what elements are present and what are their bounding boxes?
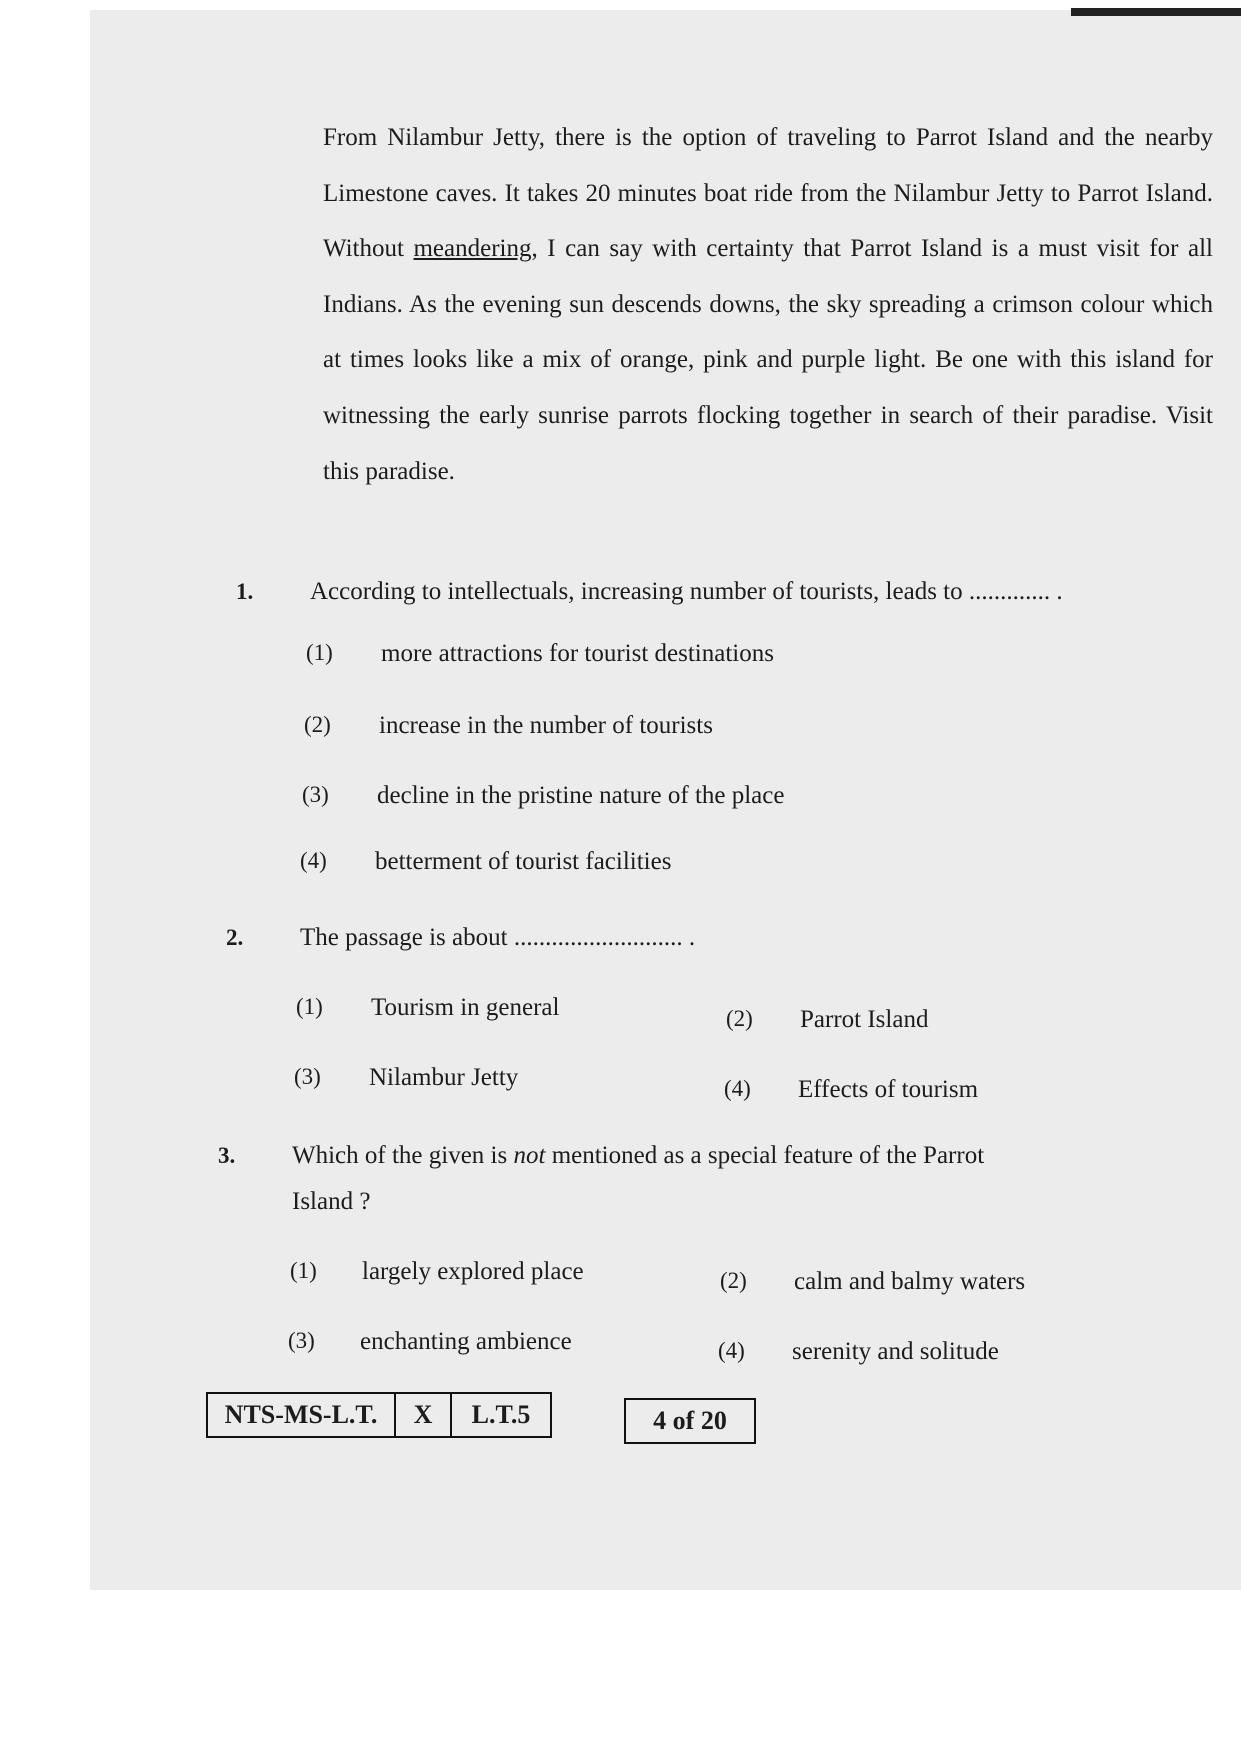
option-number: (3) (294, 1064, 321, 1089)
option-number: (4) (300, 848, 327, 873)
option-text: betterment of tourist facilities (375, 848, 672, 875)
set-code: L.T.5 (450, 1394, 550, 1436)
question-number: 3. (218, 1143, 236, 1168)
question-text: Which of the given is not mentioned as a special feature of the Parrot (292, 1142, 985, 1169)
option-number: (2) (720, 1268, 747, 1293)
option-text: Effects of tourism (798, 1076, 979, 1103)
option-number: (4) (718, 1338, 745, 1363)
option-text: more attractions for tourist destinations (381, 640, 774, 667)
option-number: (4) (724, 1076, 751, 1101)
option-number: (1) (296, 994, 323, 1019)
option-text: calm and balmy waters (794, 1268, 1026, 1295)
option-number: (1) (290, 1258, 317, 1283)
passage-text-part-1: From Nilambur Jetty, there is the option of traveling to Parrot Island and the nearby Limestone caves. It takes 20 minutes boat ride from the Nilambur Jetty to Parrot Island. Without (323, 124, 1213, 263)
option-number: (1) (306, 640, 333, 665)
option-number: (2) (726, 1006, 753, 1031)
emphasized-word: not (513, 1142, 546, 1169)
option-text: increase in the number of tourists (379, 712, 713, 739)
question-text: The passage is about ........................... . (300, 924, 696, 951)
option-text: Tourism in general (371, 994, 560, 1021)
option-text: largely explored place (362, 1258, 584, 1285)
option-text: enchanting ambience (360, 1328, 572, 1355)
option-number: (2) (304, 712, 331, 737)
option-number: (3) (288, 1328, 315, 1353)
question-text: According to intellectuals, increasing number of tourists, leads to ............. . (310, 578, 1063, 605)
page-number: 4 of 20 (624, 1398, 756, 1444)
passage-text-part-2: , I can say with certainty that Parrot Island is a must visit for all Indians. As the evening sun descends downs, the sky spreading a crimson colour which at times looks like a mix of orange, pink and purple light. Be one with this island for witnessing the early sunrise parrots flocking together in search of their paradise. Visit this paradise. (323, 235, 1213, 485)
reading-passage (323, 110, 1213, 499)
question-number: 1. (236, 579, 254, 604)
paper-code: NTS-MS-L.T. (224, 1400, 378, 1429)
scan-edge-mark (1071, 8, 1241, 16)
option-text: serenity and solitude (792, 1338, 999, 1365)
option-text: Nilambur Jetty (369, 1064, 519, 1091)
question-number: 2. (226, 925, 244, 950)
option-text: decline in the pristine nature of the place (377, 782, 785, 809)
underlined-word: meandering (413, 235, 532, 263)
option-text: Parrot Island (800, 1006, 929, 1033)
class-code: X (394, 1394, 450, 1436)
paper-code-box (206, 1392, 552, 1438)
question-text-line-2: Island ? (292, 1188, 371, 1215)
option-number: (3) (302, 782, 329, 807)
